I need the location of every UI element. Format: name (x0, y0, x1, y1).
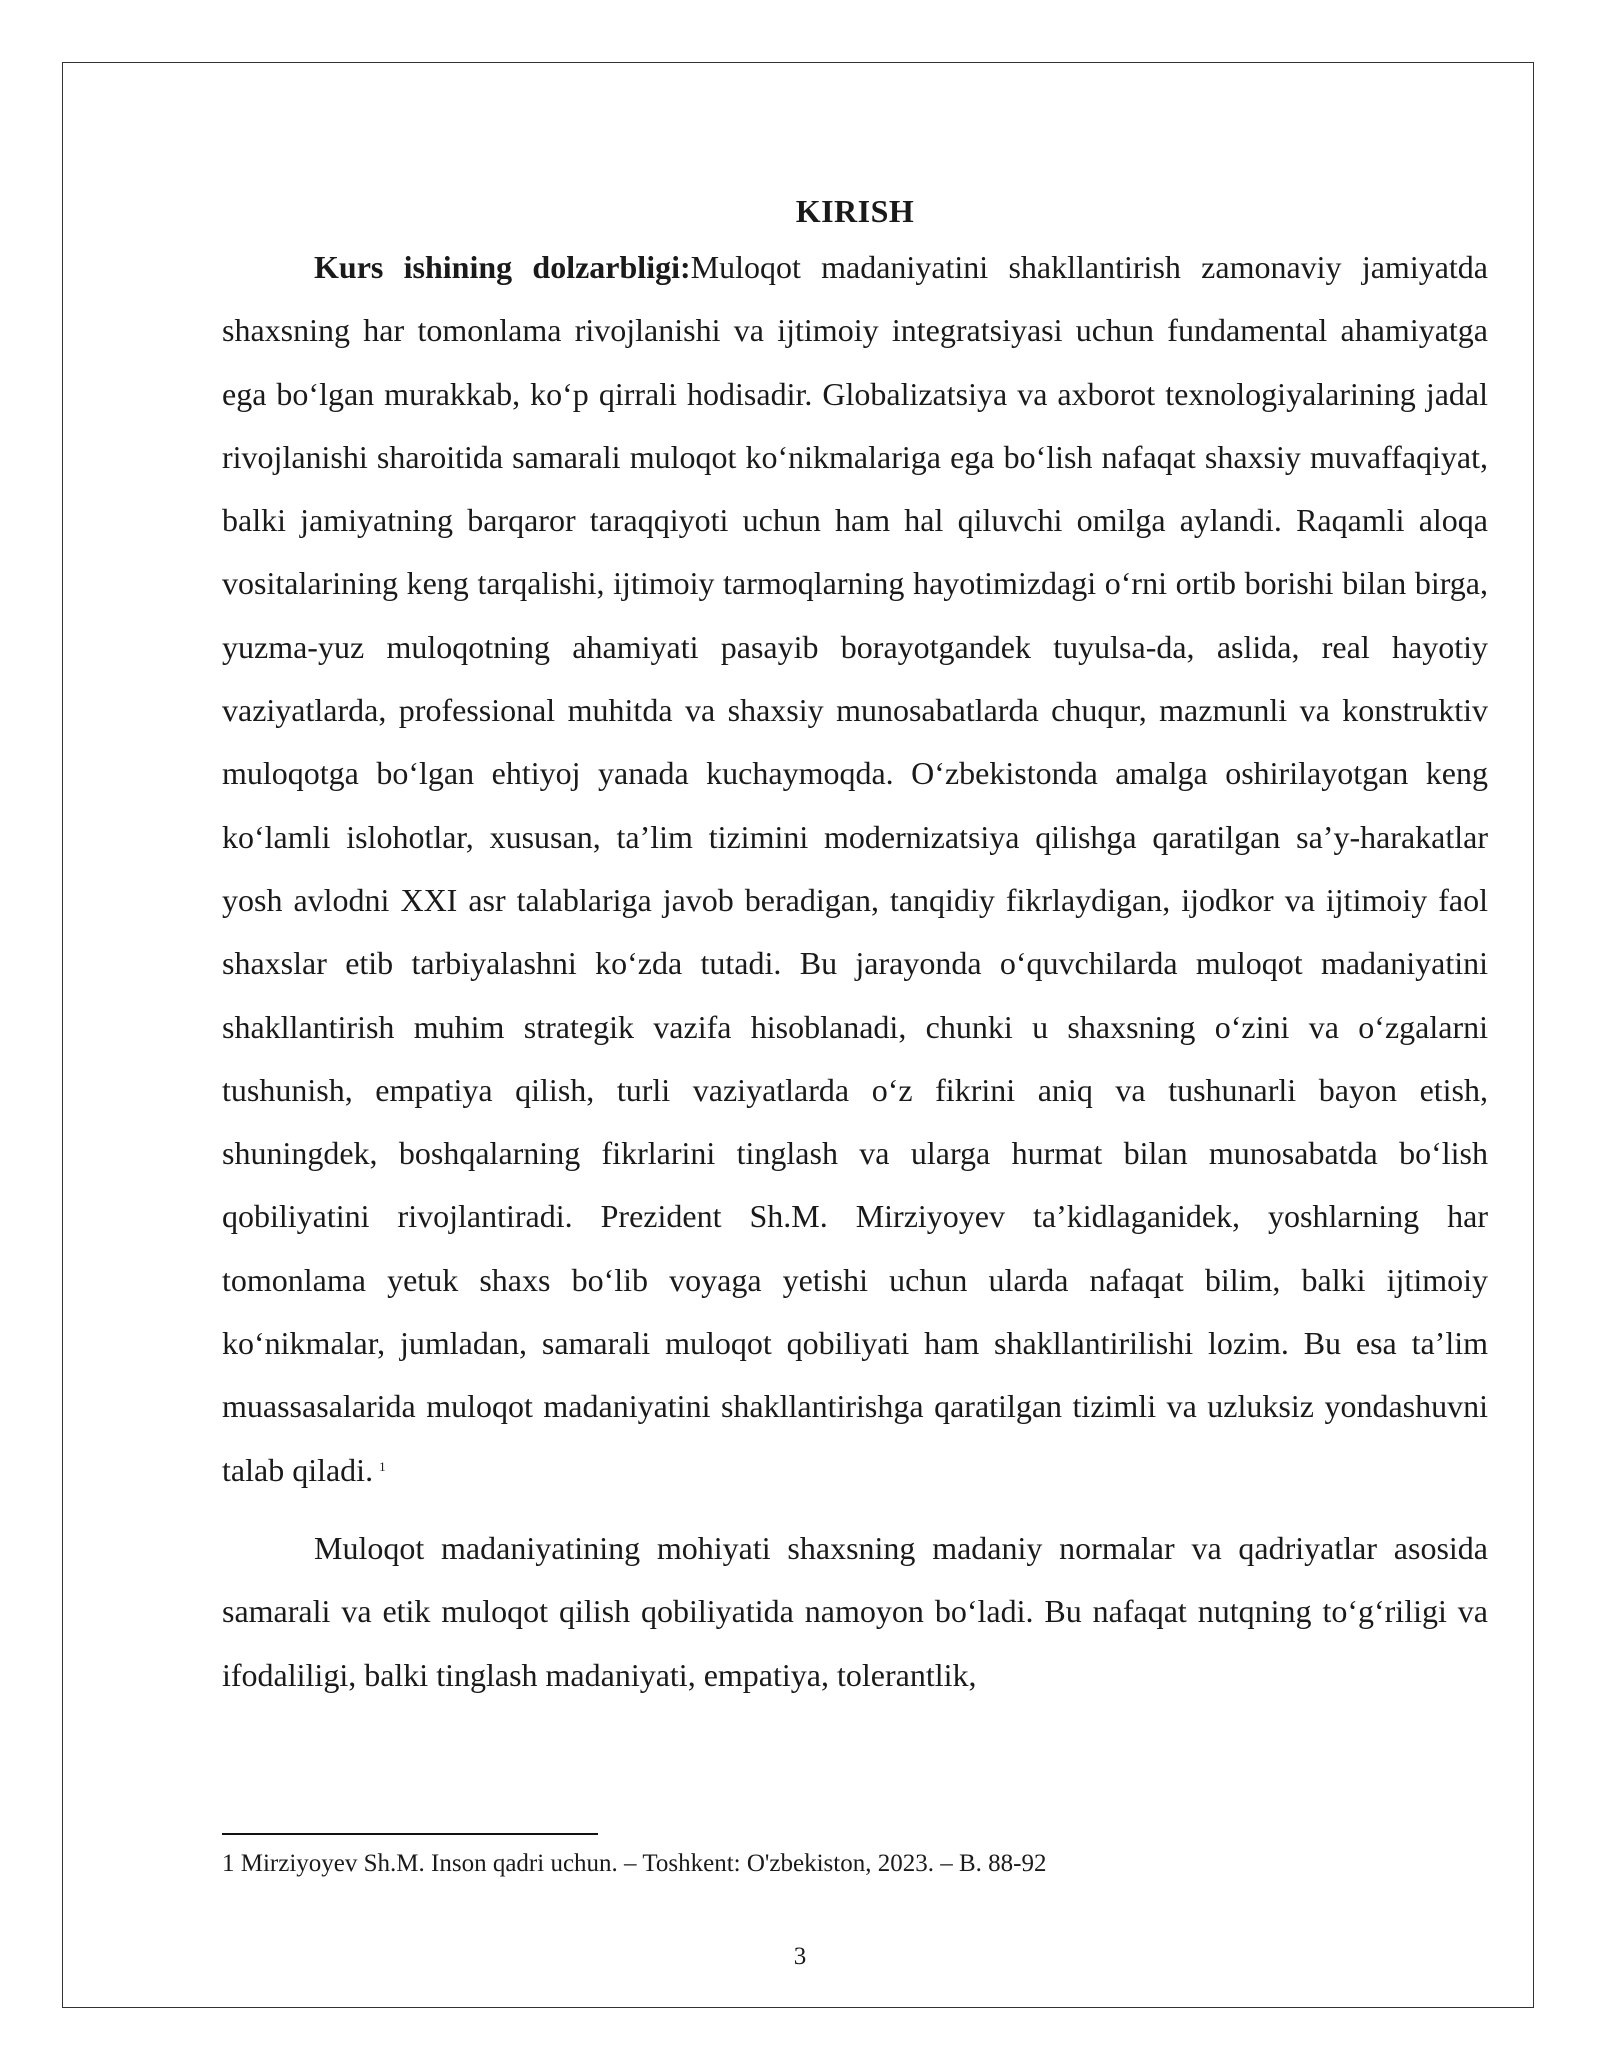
paragraph-text: Muloqot madaniyatining mohiyati shaxsning madaniy normalar va qadriyatlar asosida samarali va etik muloqot qilish qobiliyatida namoyon boʻladi. Bu nafaqat nutqning toʻgʻriligi va ifodaliligi, balki tinglash madaniyati, empatiya, tolerantlik, (222, 1529, 1488, 1693)
footnote-text: 1 Mirziyoyev Sh.M. Inson qadri uchun. – Toshkent: O'zbekiston, 2023. – B. 88-92 (222, 1850, 1047, 1877)
page-number: 3 (793, 1943, 807, 1970)
paragraph-lead-bold: Kurs ishining dolzarbligi: (314, 249, 691, 285)
paragraph-essence (222, 1517, 1488, 1707)
footnote-separator (222, 1833, 598, 1835)
paragraph-relevance (222, 236, 1488, 1502)
section-heading: KIRISH (795, 193, 915, 229)
page-body (222, 186, 1488, 1707)
paragraph-text: Muloqot madaniyatini shakllantirish zamonaviy jamiyatda shaxsning har tomonlama rivojlanishi va ijtimoiy integratsiyasi uchun fundamental ahamiyatga ega boʻlgan murakkab, koʻp qirrali hodisadir. Globalizatsiya va axborot texnologiyalarining jadal rivojlanishi sharoitida samarali muloqot koʻnikmalariga ega boʻlish nafaqat shaxsiy muvaffaqiyat, balki jamiyatning barqaror taraqqiyoti uchun ham hal qiluvchi omilga aylandi. Raqamli aloqa vositalarining keng tarqalishi, ijtimoiy tarmoqlarning hayotimizdagi oʻrni ortib borishi bilan birga, yuzma-yuz muloqotning ahamiyati pasayib borayotgandek tuyulsa-da, aslida, real hayotiy vaziyatlarda, professional muhitda va shaxsiy munosabatlarda chuqur, mazmunli va konstruktiv muloqotga boʻlgan ehtiyoj yanada kuchaymoqda. Oʻzbekistonda amalga oshirilayotgan keng koʻlamli islohotlar, xususan, ta’lim tizimini modernizatsiya qilishga qaratilgan sa’y-harakatlar yosh avlodni XXI asr talablariga javob beradigan, tanqidiy fikrlaydigan, ijodkor va ijtimoiy faol shaxslar etib tarbiyalashni koʻzda tutadi. Bu jarayonda oʻquvchilarda muloqot madaniyatini shakllantirish muhim strategik vazifa hisoblanadi, chunki u shaxsning oʻzini va oʻzgalarni tushunish, empatiya qilish, turli vaziyatlarda oʻz fikrini aniq va tushunarli bayon etish, shuningdek, boshqalarning fikrlarini tinglash va ularga hurmat bilan munosabatda boʻlish qobiliyatini rivojlantiradi. Prezident Sh.M. Mirziyoyev ta’kidlaganidek, yoshlarning har tomonlama yetuk shaxs boʻlib voyaga yetishi uchun ularda nafaqat bilim, balki ijtimoiy koʻnikmalar, jumladan, samarali muloqot qobiliyati ham shakllantirilishi lozim. Bu esa ta’lim muassasalarida muloqot madaniyatini shakllantirishga qaratilgan tizimli va uzluksiz yondashuvni talab qiladi. (222, 249, 1488, 1488)
footnote-reference[interactable]: 1 (379, 1458, 386, 1474)
